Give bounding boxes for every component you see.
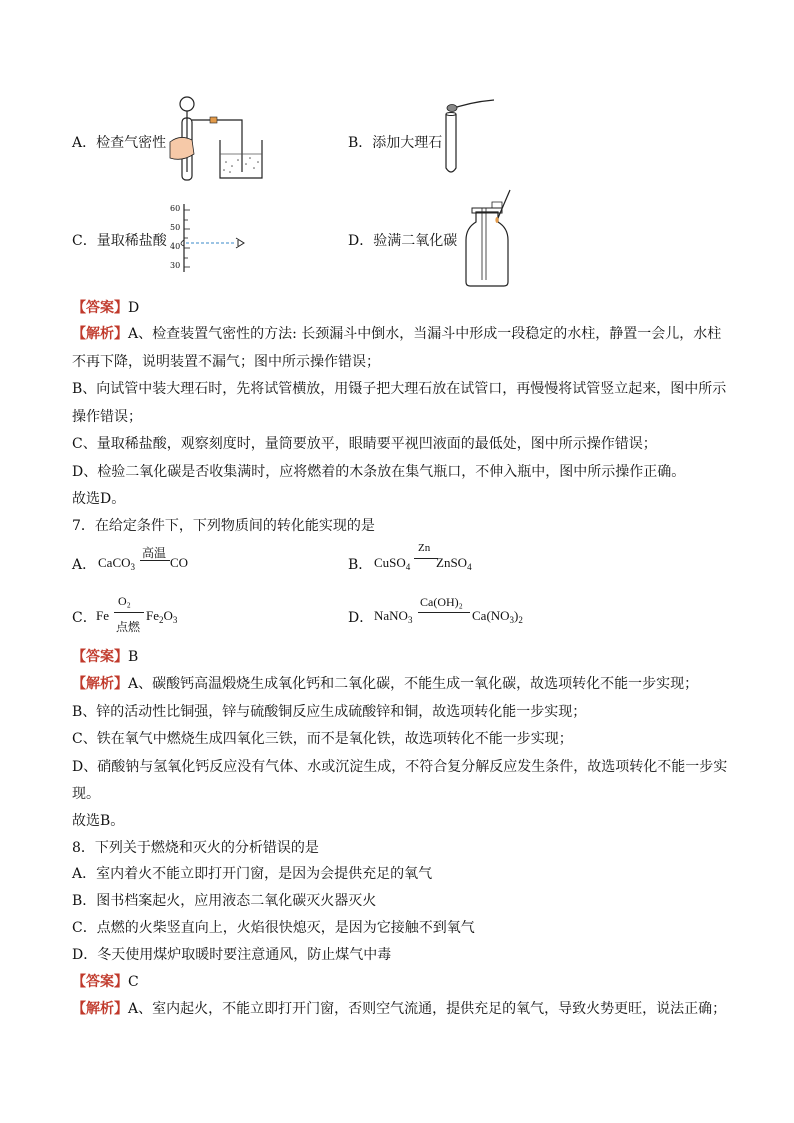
q7-answer bbox=[72, 647, 732, 667]
q7-option-a-label: A． bbox=[72, 557, 97, 573]
analysis-tag: 【解析】 bbox=[72, 676, 128, 692]
answer-value: B bbox=[128, 649, 139, 665]
q6-option-c: C．量取稀盐酸 bbox=[72, 233, 167, 249]
q7-option-d-arrow bbox=[418, 612, 470, 613]
cylinder-tick-60: 60 bbox=[170, 204, 181, 213]
q6-answer bbox=[72, 298, 732, 318]
q6-analysis-line-2: 不再下降，说明装置不漏气；图中所示操作错误； bbox=[72, 354, 380, 370]
answer-value: C bbox=[128, 974, 139, 990]
q7-stem: 7．在给定条件下，下列物质间的转化能实现的是 bbox=[72, 518, 375, 534]
q6-analysis-line-7: 故选D。 bbox=[72, 491, 126, 507]
q6-option-b: B．添加大理石 bbox=[348, 135, 443, 151]
q8-stem: 8．下列关于燃烧和灭火的分析错误的是 bbox=[72, 840, 319, 856]
q7-option-c-product: $Fe_2O_3$ bbox=[146, 608, 178, 625]
q6-option-a: A．检查气密性 bbox=[72, 135, 167, 151]
answer-value: D bbox=[128, 300, 140, 316]
cylinder-tick-40: 40 bbox=[170, 242, 181, 251]
answer-tag: 【答案】 bbox=[72, 974, 128, 990]
q7-option-a-product: CO bbox=[170, 555, 189, 570]
q8-analysis-line-1: 【解析】A、室内起火，不能立即打开门窗，否则空气流通，提供充足的氧气，导致火势更旺，说法正确； bbox=[72, 1001, 727, 1017]
q7-option-c-reactant: Fe bbox=[96, 608, 109, 623]
q7-option-b-condition: Zn bbox=[418, 542, 431, 554]
q6-option-d: D．验满二氧化碳 bbox=[348, 233, 458, 249]
answer-tag: 【答案】 bbox=[72, 649, 128, 665]
q6-analysis-line-3: B、向试管中装大理石时，先将试管横放，用镊子把大理石放在试管口，再慢慢将试管竖立起来，图中所示 bbox=[72, 381, 727, 397]
q7-analysis-line-2: B、锌的活动性比铜强，锌与硫酸铜反应生成硫酸锌和铜，故选项转化能一步实现； bbox=[72, 704, 587, 720]
q7-option-d-reactant: NaNO$_3$ bbox=[374, 608, 413, 625]
q7-option-b-arrow bbox=[414, 558, 438, 559]
q6-analysis-line-5: C、量取稀盐酸，观察刻度时，量筒要放平，眼睛要平视凹液面的最低处，图中所示操作错误； bbox=[72, 436, 657, 452]
q7-option-d-label: D． bbox=[348, 610, 374, 626]
cylinder-tick-50: 50 bbox=[170, 223, 181, 232]
q8-option-d: D．冬天使用煤炉取暖时要注意通风，防止煤气中毒 bbox=[72, 947, 392, 963]
q7-option-d-condition: Ca(OH)₂ bbox=[420, 595, 463, 609]
q7-option-c-condition-bottom: 点燃 bbox=[116, 620, 141, 634]
analysis-tag: 【解析】 bbox=[72, 326, 128, 342]
q7-option-b-reactant: CuSO$_4$ bbox=[374, 555, 411, 572]
q7-option-a-arrow bbox=[140, 560, 170, 561]
q8-answer bbox=[72, 972, 732, 992]
cylinder-tick-30: 30 bbox=[170, 261, 181, 270]
q7-analysis-line-6: 故选B。 bbox=[72, 813, 125, 829]
q7-analysis-line-4: D、硝酸钠与氢氧化钙反应没有气体、水或沉淀生成，不符合复分解反应发生条件，故选项转化不能一步实 bbox=[72, 759, 728, 775]
q7-analysis-line-5: 现。 bbox=[72, 786, 100, 802]
q8-option-b: B．图书档案起火，应用液态二氧化碳灭火器灭火 bbox=[72, 893, 377, 909]
add-marble-figure bbox=[440, 96, 500, 180]
answer-tag: 【答案】 bbox=[72, 300, 128, 316]
analysis-tag: 【解析】 bbox=[72, 1001, 128, 1017]
airtightness-check-figure bbox=[160, 92, 270, 182]
q7-analysis-line-3: C、铁在氧气中燃烧生成四氧化三铁，而不是氧化铁，故选项转化不能一步实现； bbox=[72, 731, 573, 747]
q7-option-c-arrow bbox=[114, 612, 144, 613]
q6-analysis-line-4: 操作错误； bbox=[72, 409, 142, 425]
q6-analysis-line-6: D、检验二氧化碳是否收集满时，应将燃着的木条放在集气瓶口，不伸入瓶中，图中所示操作正确。 bbox=[72, 464, 686, 480]
q7-analysis-line-1: 【解析】A、碳酸钙高温煅烧生成氧化钙和二氧化碳，不能生成一氧化碳，故选项转化不能一步实现； bbox=[72, 676, 699, 692]
q7-option-b-label: B． bbox=[348, 557, 373, 573]
q7-option-a-condition: 高温 bbox=[142, 546, 167, 560]
q7-option-c-label: C． bbox=[72, 610, 97, 626]
q7-option-c-condition-top: O₂ bbox=[118, 594, 131, 608]
gas-bottle-figure bbox=[462, 188, 522, 288]
q6-analysis-line-1: 【解析】A、检查装置气密性的方法: 长颈漏斗中倒水，当漏斗中形成一段稳定的水柱，静置一会儿，水柱 bbox=[72, 326, 722, 342]
q7-option-a-reactant: CaCO$_3$ bbox=[98, 555, 135, 572]
q8-option-a: A．室内着火不能立即打开门窗，是因为会提供充足的氧气 bbox=[72, 866, 433, 882]
q7-option-d-product: $Ca(NO_3)_2$ bbox=[472, 608, 523, 625]
q7-option-b-product: ZnSO$_4$ bbox=[436, 555, 472, 572]
q8-option-c: C．点燃的火柴竖直向上，火焰很快熄灭，是因为它接触不到氧气 bbox=[72, 920, 475, 936]
